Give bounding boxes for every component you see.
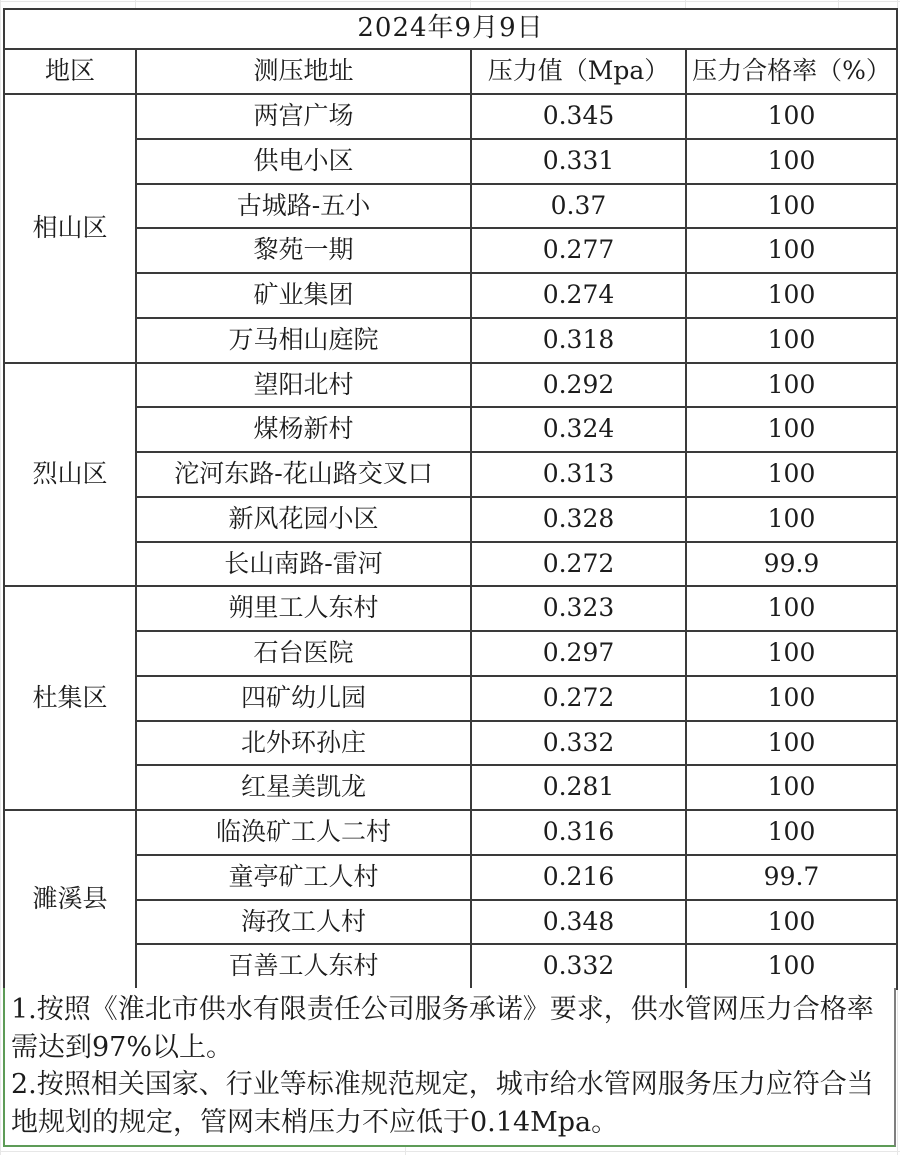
pressure-cell[interactable]: 0.297: [471, 631, 686, 676]
rate-cell[interactable]: 100: [686, 94, 897, 139]
rate-cell[interactable]: 100: [686, 363, 897, 408]
pressure-cell[interactable]: 0.332: [471, 944, 686, 989]
pressure-cell[interactable]: 0.313: [471, 452, 686, 497]
pressure-cell[interactable]: 0.277: [471, 228, 686, 273]
table-row: [4, 452, 897, 497]
rate-cell[interactable]: 100: [686, 497, 897, 542]
table-row: [4, 363, 897, 408]
pressure-cell[interactable]: 0.274: [471, 273, 686, 318]
address-cell[interactable]: 百善工人东村: [136, 944, 471, 989]
rate-cell[interactable]: 100: [686, 676, 897, 721]
address-cell[interactable]: 北外环孙庄: [136, 721, 471, 766]
rate-cell[interactable]: 100: [686, 184, 897, 229]
table-row: [4, 542, 897, 587]
address-cell[interactable]: 童亭矿工人村: [136, 855, 471, 900]
rate-cell[interactable]: 100: [686, 273, 897, 318]
rate-cell[interactable]: 100: [686, 721, 897, 766]
table-row: [4, 855, 897, 900]
pressure-cell[interactable]: 0.345: [471, 94, 686, 139]
pressure-cell[interactable]: 0.37: [471, 184, 686, 229]
rate-cell[interactable]: 100: [686, 900, 897, 945]
sheet-gridline-left: [0, 0, 1, 1155]
rate-cell[interactable]: 100: [686, 765, 897, 810]
col-header-pressure[interactable]: 压力值（Mpa）: [471, 49, 686, 94]
pressure-cell[interactable]: 0.318: [471, 318, 686, 363]
region-cell[interactable]: 杜集区: [4, 586, 136, 810]
table-row: [4, 810, 897, 855]
address-cell[interactable]: 临涣矿工人二村: [136, 810, 471, 855]
rate-cell[interactable]: 99.7: [686, 855, 897, 900]
table-row: [4, 407, 897, 452]
address-cell[interactable]: 四矿幼儿园: [136, 676, 471, 721]
table-header-row: [4, 49, 897, 94]
footnote-line: 2.按照相关国家、行业等标准规范规定，城市给水管网服务压力应符合当地规划的规定，管网末梢压力不应低于0.14Mpa。: [11, 1069, 874, 1138]
region-cell[interactable]: 相山区: [4, 94, 136, 363]
rate-cell[interactable]: 100: [686, 318, 897, 363]
sheet-gridline-bottom: [0, 1151, 900, 1152]
rate-cell[interactable]: 100: [686, 407, 897, 452]
region-cell[interactable]: 烈山区: [4, 363, 136, 587]
address-cell[interactable]: 新风花园小区: [136, 497, 471, 542]
pressure-cell[interactable]: 0.316: [471, 810, 686, 855]
address-cell[interactable]: 沱河东路-花山路交叉口: [136, 452, 471, 497]
table-row: [4, 631, 897, 676]
sheet-gridline-stub: [470, 0, 471, 8]
footnote-line: 1.按照《淮北市供水有限责任公司服务承诺》要求，供水管网压力合格率需达到97%以上。: [11, 994, 874, 1063]
pressure-report-table: [3, 8, 898, 990]
pressure-cell[interactable]: 0.281: [471, 765, 686, 810]
address-cell[interactable]: 黎苑一期: [136, 228, 471, 273]
table-row: [4, 900, 897, 945]
address-cell[interactable]: 长山南路-雷河: [136, 542, 471, 587]
pressure-cell[interactable]: 0.216: [471, 855, 686, 900]
pressure-cell[interactable]: 0.332: [471, 721, 686, 766]
address-cell[interactable]: 古城路-五小: [136, 184, 471, 229]
pressure-cell[interactable]: 0.331: [471, 139, 686, 184]
table-row: [4, 94, 897, 139]
col-header-region[interactable]: 地区: [4, 49, 136, 94]
pressure-cell[interactable]: 0.348: [471, 900, 686, 945]
pressure-cell[interactable]: 0.323: [471, 586, 686, 631]
rate-cell[interactable]: 99.9: [686, 542, 897, 587]
table-row: [4, 721, 897, 766]
table-row: [4, 497, 897, 542]
table-row: [4, 228, 897, 273]
table-row: [4, 184, 897, 229]
address-cell[interactable]: 煤杨新村: [136, 407, 471, 452]
sheet-gridline-stub: [405, 1147, 406, 1155]
rate-cell[interactable]: 100: [686, 586, 897, 631]
table-row: [4, 944, 897, 989]
report-date-title[interactable]: 2024年9月9日: [4, 9, 897, 49]
footnotes-cell[interactable]: [3, 988, 896, 1147]
address-cell[interactable]: 望阳北村: [136, 363, 471, 408]
address-cell[interactable]: 红星美凯龙: [136, 765, 471, 810]
sheet-gridline-stub: [685, 0, 686, 8]
col-header-rate[interactable]: 压力合格率（%）: [686, 49, 897, 94]
table-row: [4, 586, 897, 631]
sheet-gridline-stub: [838, 0, 839, 8]
col-header-address[interactable]: 测压地址: [136, 49, 471, 94]
pressure-cell[interactable]: 0.292: [471, 363, 686, 408]
sheet-gridline-stub: [135, 0, 136, 8]
table-row: [4, 139, 897, 184]
address-cell[interactable]: 朔里工人东村: [136, 586, 471, 631]
rate-cell[interactable]: 100: [686, 810, 897, 855]
rate-cell[interactable]: 100: [686, 139, 897, 184]
table-row: [4, 676, 897, 721]
rate-cell[interactable]: 100: [686, 944, 897, 989]
address-cell[interactable]: 万马相山庭院: [136, 318, 471, 363]
pressure-cell[interactable]: 0.272: [471, 542, 686, 587]
address-cell[interactable]: 矿业集团: [136, 273, 471, 318]
address-cell[interactable]: 海孜工人村: [136, 900, 471, 945]
rate-cell[interactable]: 100: [686, 631, 897, 676]
address-cell[interactable]: 供电小区: [136, 139, 471, 184]
pressure-cell[interactable]: 0.328: [471, 497, 686, 542]
address-cell[interactable]: 石台医院: [136, 631, 471, 676]
rate-cell[interactable]: 100: [686, 452, 897, 497]
address-cell[interactable]: 两宫广场: [136, 94, 471, 139]
table-row: [4, 765, 897, 810]
table-row: [4, 273, 897, 318]
table-row: [4, 9, 897, 49]
pressure-cell[interactable]: 0.324: [471, 407, 686, 452]
table-row: [4, 318, 897, 363]
pressure-cell[interactable]: 0.272: [471, 676, 686, 721]
region-cell[interactable]: 濉溪县: [4, 810, 136, 989]
rate-cell[interactable]: 100: [686, 228, 897, 273]
